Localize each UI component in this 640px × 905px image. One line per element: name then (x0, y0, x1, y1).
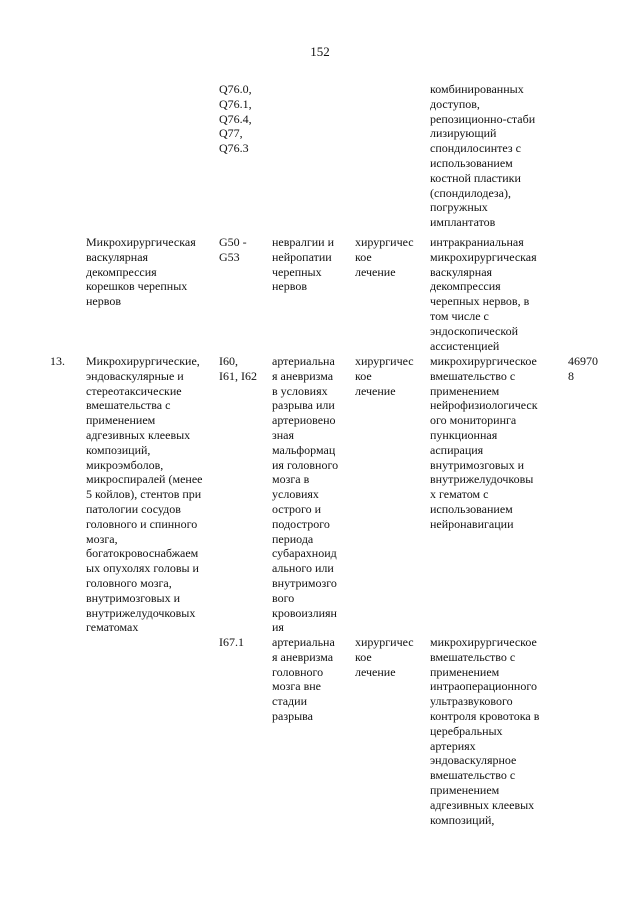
treatment-type: хирургичес кое лечение (355, 635, 414, 679)
treatment-method: комбинированных доступов, репозиционно-стаби лизирующий спондилосинтез с использованием костной пластики (спондилодеза), погружных имплантатов (430, 82, 536, 230)
row-number: 13. (50, 354, 65, 368)
diagnosis: артериальна я аневризма в условиях разрыва или артериовено зная мальформац ия головного мозга в условиях острого и подострого периода субарахноид ального или внутримозго вого кровоизлиян ия (272, 354, 339, 635)
treatment-method: интракраниальная микрохирургическая васкулярная декомпрессия черепных нервов, в том числе с эндоскопической ассистенцией (430, 235, 537, 353)
treatment-method: микрохирургическое вмешательство с применением нейрофизиологическ ого мониторинга пункционная аспирация внутримозговых и внутрижелудочковы х гематом с использованием нейронавигации (430, 354, 538, 531)
page-number: 152 (310, 44, 330, 59)
treatment-type: хирургичес кое лечение (355, 235, 414, 279)
treatment-method: микрохирургическое вмешательство с применением интраоперационного ультразвукового контроля кровотока в церебральных артериях эндоваскулярное вмешательство с применением адгезивных клеевых композиций, (430, 635, 540, 827)
diagnosis: артериальна я аневризма головного мозга вне стадии разрыва (272, 635, 335, 723)
cost-value: 46970 8 (568, 354, 598, 383)
icd-codes: Q76.0, Q76.1, Q76.4, Q77, Q76.3 (219, 82, 252, 156)
icd-codes: I60, I61, I62 (219, 354, 257, 383)
care-type-name: Микрохирургическая васкулярная декомпрессия корешков черепных нервов (86, 235, 196, 309)
care-type-name: Микрохирургические, эндоваскулярные и стереотаксические вмешательства с применением адгезивных клеевых композиций, микроэмболов, микроспиралей (менее 5 койлов), стентов при патологии сосудов головного и спинного мозга, богатокровоснабжаем ых опухолях головы и головного мозга, внутримозговых и внутрижелудочковых гематомах (86, 354, 203, 635)
diagnosis: невралгии и нейропатии черепных нервов (272, 235, 335, 294)
treatment-type: хирургичес кое лечение (355, 354, 414, 398)
icd-codes: I67.1 (219, 635, 244, 649)
icd-codes: G50 - G53 (219, 235, 247, 264)
